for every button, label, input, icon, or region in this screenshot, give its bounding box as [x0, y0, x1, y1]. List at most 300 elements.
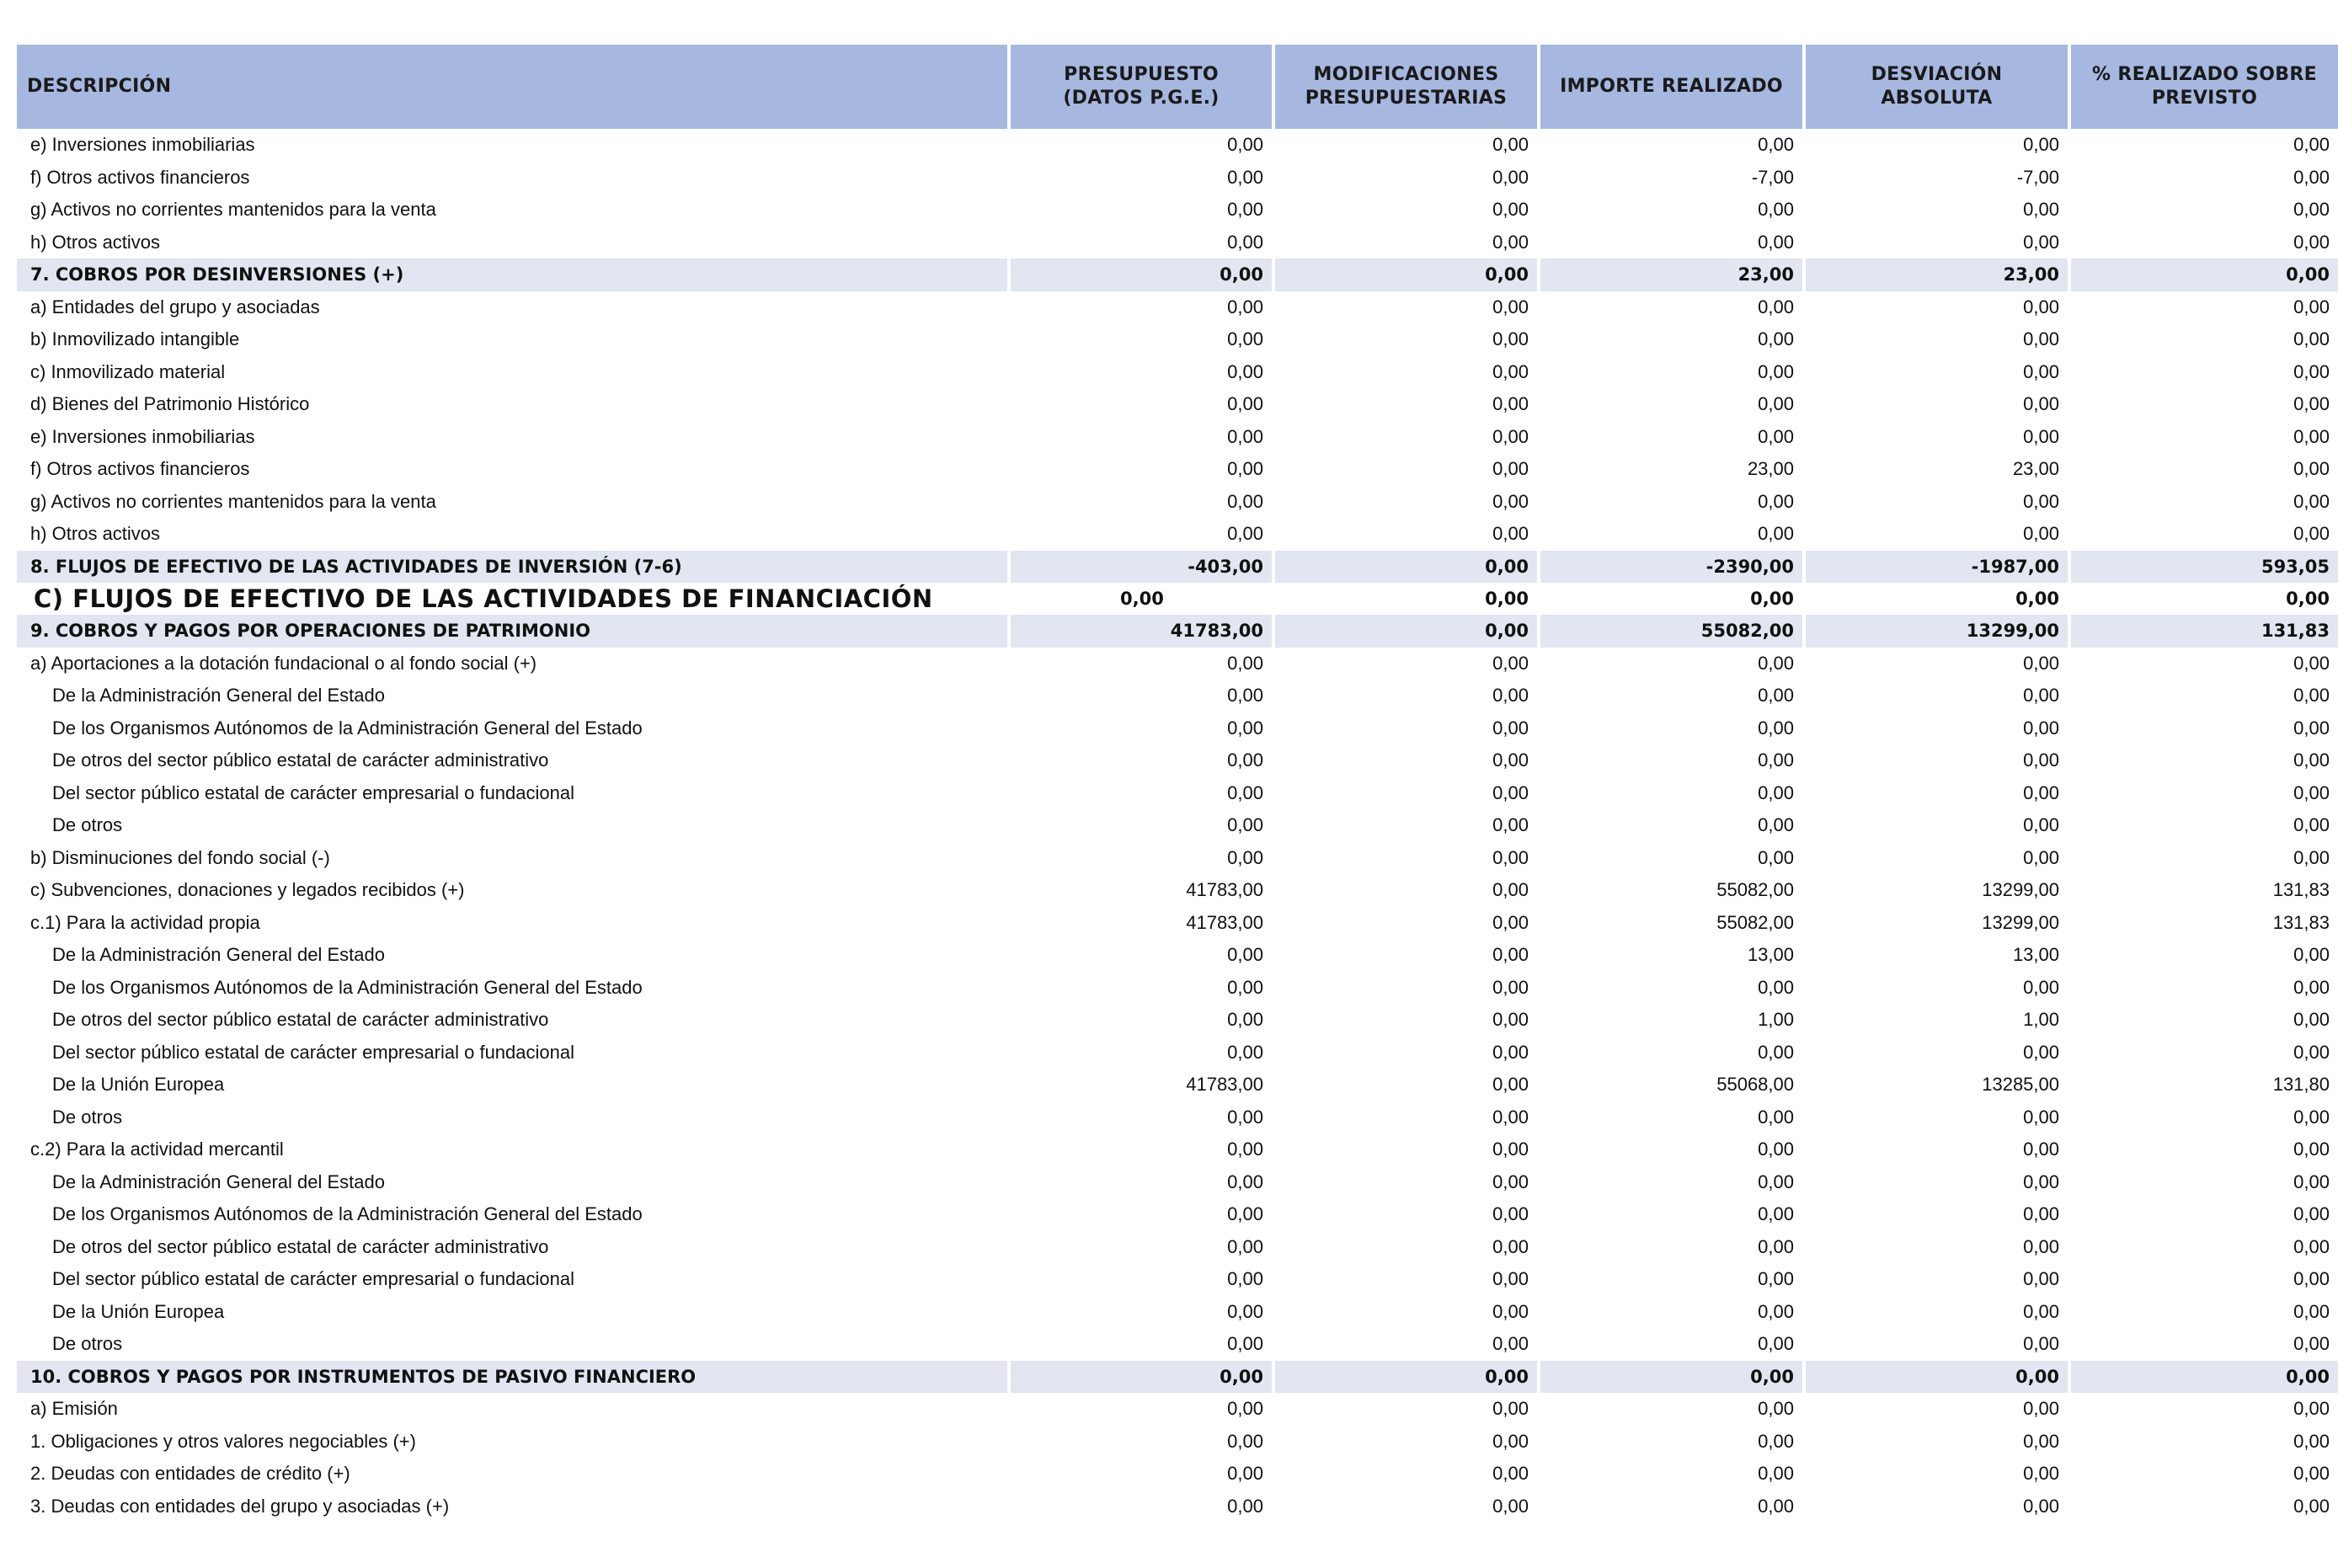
cell-importe-realizado: 0,00 — [1758, 1333, 1794, 1355]
cell-presupuesto: 41783,00 — [1011, 615, 1272, 648]
table-row — [17, 162, 2338, 195]
cell-desviacion-absoluta: 0,00 — [2023, 1463, 2059, 1485]
cell-importe-realizado: 0,00 — [1758, 717, 1794, 739]
cell-modificaciones: 0,00 — [1492, 1041, 1529, 1063]
cell-desviacion-absoluta: 0,00 — [2023, 1333, 2059, 1355]
cell-desviacion-absoluta: 23,00 — [1806, 259, 2068, 291]
cell-desviacion-absoluta: -7,00 — [2016, 166, 2059, 188]
cell-desviacion-absoluta: 0,00 — [2015, 589, 2059, 609]
row-description: a) Aportaciones a la dotación fundacional o al fondo social (+) — [30, 652, 537, 674]
cell-presupuesto: 0,00 — [1227, 1041, 1263, 1063]
cell-importe-realizado: -2390,00 — [1540, 551, 1802, 584]
cell-presupuesto: 0,00 — [1227, 1106, 1263, 1128]
row-description: De otros del sector público estatal de carácter administrativo — [52, 1009, 549, 1031]
cell-porcentaje-realizado: 0,00 — [2293, 652, 2330, 674]
row-description: c.1) Para la actividad propia — [30, 911, 260, 933]
cell-modificaciones: 0,00 — [1492, 1203, 1529, 1225]
table-row — [17, 1166, 2338, 1199]
cell-modificaciones: 0,00 — [1492, 296, 1529, 317]
cell-importe-realizado: 13,00 — [1747, 944, 1794, 966]
table-row — [17, 1491, 2338, 1523]
row-description: c.2) Para la actividad mercantil — [30, 1139, 284, 1160]
cell-presupuesto: 0,00 — [1227, 1139, 1263, 1160]
cell-porcentaje-realizado: 0,00 — [2293, 814, 2330, 836]
cell-desviacion-absoluta: 0,00 — [2023, 328, 2059, 350]
cell-modificaciones: 0,00 — [1485, 589, 1529, 609]
cell-importe-realizado: 0,00 — [1758, 199, 1794, 221]
cell-modificaciones: 0,00 — [1492, 134, 1529, 156]
cell-desviacion-absoluta: 0,00 — [2023, 231, 2059, 253]
cell-desviacion-absoluta: -1987,00 — [1806, 551, 2068, 584]
row-description: De los Organismos Autónomos de la Administración General del Estado — [52, 717, 643, 739]
cell-presupuesto: 0,00 — [1227, 1333, 1263, 1355]
cell-importe-realizado: 0,00 — [1750, 589, 1794, 609]
cell-importe-realizado: 0,00 — [1758, 1463, 1794, 1485]
cell-porcentaje-realizado: 0,00 — [2293, 166, 2330, 188]
cell-presupuesto: 0,00 — [1227, 717, 1263, 739]
cell-importe-realizado: 0,00 — [1540, 1361, 1802, 1394]
cell-desviacion-absoluta: 0,00 — [2023, 846, 2059, 868]
cell-desviacion-absoluta: 0,00 — [2023, 1041, 2059, 1063]
cell-presupuesto: 0,00 — [1227, 1268, 1263, 1290]
cell-importe-realizado: 0,00 — [1758, 1139, 1794, 1160]
row-description: 1. Obligaciones y otros valores negociables (+) — [30, 1430, 416, 1452]
cell-porcentaje-realizado: 0,00 — [2293, 781, 2330, 803]
cell-porcentaje-realizado: 0,00 — [2293, 1430, 2330, 1452]
row-description: 2. Deudas con entidades de crédito (+) — [30, 1463, 350, 1485]
table-row — [17, 518, 2338, 551]
cell-presupuesto: 0,00 — [1227, 944, 1263, 966]
cell-porcentaje-realizado: 0,00 — [2293, 231, 2330, 253]
header-modificaciones: MODIFICACIONES PRESUPUESTARIAS — [1275, 45, 1537, 129]
cell-porcentaje-realizado: 0,00 — [2293, 134, 2330, 156]
row-description: a) Emisión — [30, 1398, 118, 1420]
cell-desviacion-absoluta: 0,00 — [2023, 1398, 2059, 1420]
cell-desviacion-absoluta: 0,00 — [2023, 814, 2059, 836]
cell-desviacion-absoluta: 13299,00 — [1806, 615, 2068, 648]
table-row — [17, 939, 2338, 972]
cell-presupuesto: 0,00 — [1227, 166, 1263, 188]
row-description: Del sector público estatal de carácter empresarial o fundacional — [52, 1041, 574, 1063]
cell-importe-realizado: 55068,00 — [1716, 1074, 1794, 1096]
table-row — [17, 1037, 2338, 1069]
table-row — [17, 421, 2338, 454]
cell-desviacion-absoluta: 0,00 — [2023, 717, 2059, 739]
cell-presupuesto: 0,00 — [1227, 490, 1263, 512]
row-description: f) Otros activos financieros — [30, 458, 250, 480]
cell-desviacion-absoluta: 0,00 — [2023, 1139, 2059, 1160]
cell-modificaciones: 0,00 — [1492, 846, 1529, 868]
table-row — [17, 842, 2338, 875]
row-description: b) Disminuciones del fondo social (-) — [30, 846, 330, 868]
cell-modificaciones: 0,00 — [1492, 1268, 1529, 1290]
cell-porcentaje-realizado: 0,00 — [2293, 1235, 2330, 1257]
cell-modificaciones: 0,00 — [1492, 328, 1529, 350]
cell-desviacion-absoluta: 0,00 — [2023, 393, 2059, 415]
row-description: De la Unión Europea — [52, 1300, 225, 1322]
cell-porcentaje-realizado: 0,00 — [2293, 1203, 2330, 1225]
cell-modificaciones: 0,00 — [1492, 1139, 1529, 1160]
row-description: Del sector público estatal de carácter empresarial o fundacional — [52, 1268, 574, 1290]
cell-modificaciones: 0,00 — [1492, 425, 1529, 447]
row-description: De la Administración General del Estado — [52, 1171, 385, 1192]
table-row — [17, 291, 2338, 324]
cell-importe-realizado: 0,00 — [1758, 231, 1794, 253]
row-description: 8. FLUJOS DE EFECTIVO DE LAS ACTIVIDADES DE INVERSIÓN (7-6) — [17, 551, 1007, 584]
cell-desviacion-absoluta: 0,00 — [1806, 1361, 2068, 1394]
table-row — [17, 1426, 2338, 1459]
cell-porcentaje-realizado: 0,00 — [2293, 749, 2330, 771]
row-description: De otros del sector público estatal de carácter administrativo — [52, 1235, 549, 1257]
cell-presupuesto: 0,00 — [1227, 1300, 1263, 1322]
table-body — [17, 129, 2338, 1523]
table-row — [17, 972, 2338, 1005]
cell-modificaciones: 0,00 — [1492, 490, 1529, 512]
table-row — [17, 1296, 2338, 1329]
cell-importe-realizado: 0,00 — [1758, 523, 1794, 545]
cell-importe-realizado: 0,00 — [1758, 1203, 1794, 1225]
cell-importe-realizado: 0,00 — [1758, 685, 1794, 707]
cell-importe-realizado: 0,00 — [1758, 1398, 1794, 1420]
row-description: g) Activos no corrientes mantenidos para la venta — [30, 490, 436, 512]
cell-desviacion-absoluta: 13299,00 — [1982, 879, 2059, 901]
header-desviacion-absoluta: DESVIACIÓN ABSOLUTA — [1806, 45, 2068, 129]
cell-importe-realizado: 23,00 — [1540, 259, 1802, 291]
cell-desviacion-absoluta: 0,00 — [2023, 523, 2059, 545]
cell-desviacion-absoluta: 0,00 — [2023, 1430, 2059, 1452]
cell-presupuesto: 0,00 — [1011, 1361, 1272, 1394]
cell-importe-realizado: 0,00 — [1758, 652, 1794, 674]
cell-importe-realizado: 0,00 — [1758, 1235, 1794, 1257]
cell-importe-realizado: 55082,00 — [1716, 911, 1794, 933]
cell-porcentaje-realizado: 0,00 — [2293, 1171, 2330, 1192]
table-row — [17, 1069, 2338, 1101]
cell-presupuesto: 0,00 — [1011, 259, 1272, 291]
cell-presupuesto: 0,00 — [1227, 976, 1263, 998]
cell-modificaciones: 0,00 — [1492, 1430, 1529, 1452]
table-row — [17, 388, 2338, 421]
header-descripcion: DESCRIPCIÓN — [17, 45, 1007, 129]
row-description: e) Inversiones inmobiliarias — [30, 134, 255, 156]
cell-desviacion-absoluta: 1,00 — [2023, 1009, 2059, 1031]
cell-importe-realizado: 0,00 — [1758, 1106, 1794, 1128]
row-description: g) Activos no corrientes mantenidos para la venta — [30, 199, 436, 221]
cell-importe-realizado: 55082,00 — [1540, 615, 1802, 648]
cell-porcentaje-realizado: 0,00 — [2293, 1041, 2330, 1063]
cell-presupuesto: 0,00 — [1227, 393, 1263, 415]
cell-importe-realizado: 0,00 — [1758, 1495, 1794, 1517]
cell-porcentaje-realizado: 0,00 — [2293, 328, 2330, 350]
cell-porcentaje-realizado: 0,00 — [2293, 1463, 2330, 1485]
cell-porcentaje-realizado: 0,00 — [2293, 846, 2330, 868]
cell-presupuesto: 0,00 — [1227, 328, 1263, 350]
table-header — [17, 45, 2338, 129]
cell-modificaciones: 0,00 — [1492, 814, 1529, 836]
section-row — [17, 551, 2338, 584]
row-description: h) Otros activos — [30, 231, 161, 253]
cell-importe-realizado: 0,00 — [1758, 296, 1794, 317]
cell-porcentaje-realizado: 0,00 — [2293, 1009, 2330, 1031]
cell-porcentaje-realizado: 0,00 — [2293, 1139, 2330, 1160]
cell-importe-realizado: 0,00 — [1758, 814, 1794, 836]
cell-importe-realizado: 0,00 — [1758, 846, 1794, 868]
cell-presupuesto: 0,00 — [1227, 458, 1263, 480]
cell-presupuesto: 41783,00 — [1186, 879, 1263, 901]
cell-importe-realizado: 0,00 — [1758, 328, 1794, 350]
cell-presupuesto: 0,00 — [1227, 425, 1263, 447]
cell-presupuesto: 0,00 — [1227, 296, 1263, 317]
table-row — [17, 1101, 2338, 1134]
table-row — [17, 227, 2338, 259]
table-row — [17, 1263, 2338, 1296]
section-row — [17, 259, 2338, 291]
row-description: De la Administración General del Estado — [52, 685, 385, 707]
cell-porcentaje-realizado: 0,00 — [2293, 523, 2330, 545]
cell-modificaciones: 0,00 — [1492, 1235, 1529, 1257]
cell-porcentaje-realizado: 131,83 — [2272, 879, 2330, 901]
row-description: De otros del sector público estatal de carácter administrativo — [52, 749, 549, 771]
row-description: d) Bienes del Patrimonio Histórico — [30, 393, 310, 415]
cell-importe-realizado: 0,00 — [1758, 781, 1794, 803]
cell-importe-realizado: 1,00 — [1758, 1009, 1794, 1031]
table-row — [17, 323, 2338, 356]
header-presupuesto: PRESUPUESTO (DATOS P.G.E.) — [1011, 45, 1272, 129]
cell-presupuesto: 0,00 — [1227, 781, 1263, 803]
cell-presupuesto: 0,00 — [1227, 231, 1263, 253]
cell-modificaciones: 0,00 — [1275, 259, 1537, 291]
cell-desviacion-absoluta: 0,00 — [2023, 1203, 2059, 1225]
cell-porcentaje-realizado: 0,00 — [2293, 1106, 2330, 1128]
table-row — [17, 1458, 2338, 1491]
row-description: 7. COBROS POR DESINVERSIONES (+) — [17, 259, 1007, 291]
cell-desviacion-absoluta: 0,00 — [2023, 1106, 2059, 1128]
cell-presupuesto: 0,00 — [1227, 1235, 1263, 1257]
row-description: 3. Deudas con entidades del grupo y asociadas (+) — [30, 1495, 450, 1517]
cell-modificaciones: 0,00 — [1492, 1398, 1529, 1420]
cell-presupuesto: 0,00 — [1227, 1398, 1263, 1420]
cell-porcentaje-realizado: 0,00 — [2293, 199, 2330, 221]
cell-modificaciones: 0,00 — [1492, 1074, 1529, 1096]
cell-modificaciones: 0,00 — [1275, 551, 1537, 584]
cell-presupuesto: 0,00 — [1227, 1430, 1263, 1452]
table-row — [17, 356, 2338, 389]
cell-presupuesto: 0,00 — [1227, 749, 1263, 771]
cell-porcentaje-realizado: 0,00 — [2293, 1398, 2330, 1420]
cell-porcentaje-realizado: 0,00 — [2293, 1333, 2330, 1355]
cell-porcentaje-realizado: 0,00 — [2293, 360, 2330, 382]
cell-modificaciones: 0,00 — [1492, 231, 1529, 253]
cell-modificaciones: 0,00 — [1492, 717, 1529, 739]
cell-desviacion-absoluta: 0,00 — [2023, 1300, 2059, 1322]
cash-flow-table-container — [17, 45, 2338, 1523]
cell-modificaciones: 0,00 — [1492, 1009, 1529, 1031]
cell-porcentaje-realizado: 0,00 — [2293, 685, 2330, 707]
chapter-heading-row — [17, 583, 2338, 615]
cell-porcentaje-realizado: 0,00 — [2293, 717, 2330, 739]
cell-desviacion-absoluta: 0,00 — [2023, 425, 2059, 447]
cell-modificaciones: 0,00 — [1492, 879, 1529, 901]
cell-presupuesto: 0,00 — [1227, 360, 1263, 382]
cell-modificaciones: 0,00 — [1492, 976, 1529, 998]
cell-porcentaje-realizado: 0,00 — [2293, 944, 2330, 966]
cell-desviacion-absoluta: 0,00 — [2023, 781, 2059, 803]
cell-importe-realizado: 55082,00 — [1716, 879, 1794, 901]
table-row — [17, 1328, 2338, 1361]
table-row — [17, 744, 2338, 777]
cell-presupuesto: 0,00 — [1227, 523, 1263, 545]
cell-modificaciones: 0,00 — [1492, 749, 1529, 771]
cell-desviacion-absoluta: 0,00 — [2023, 976, 2059, 998]
cell-modificaciones: 0,00 — [1492, 458, 1529, 480]
table-row — [17, 809, 2338, 842]
cell-modificaciones: 0,00 — [1492, 944, 1529, 966]
cell-importe-realizado: -7,00 — [1751, 166, 1794, 188]
row-description: De los Organismos Autónomos de la Administración General del Estado — [52, 1203, 643, 1225]
table-row — [17, 777, 2338, 810]
cell-desviacion-absoluta: 0,00 — [2023, 1268, 2059, 1290]
cell-modificaciones: 0,00 — [1492, 1106, 1529, 1128]
section-row — [17, 615, 2338, 648]
table-row — [17, 680, 2338, 712]
cell-modificaciones: 0,00 — [1492, 1171, 1529, 1192]
cell-porcentaje-realizado: 0,00 — [2293, 425, 2330, 447]
cell-modificaciones: 0,00 — [1492, 781, 1529, 803]
row-description: c) Inmovilizado material — [30, 360, 226, 382]
table-row — [17, 712, 2338, 745]
cell-desviacion-absoluta: 0,00 — [2023, 134, 2059, 156]
cell-importe-realizado: 0,00 — [1758, 749, 1794, 771]
cell-porcentaje-realizado: 131,83 — [2071, 615, 2338, 648]
cell-presupuesto: 41783,00 — [1186, 911, 1263, 933]
cell-presupuesto: 41783,00 — [1186, 1074, 1263, 1096]
cell-porcentaje-realizado: 0,00 — [2293, 458, 2330, 480]
cell-desviacion-absoluta: 13285,00 — [1982, 1074, 2059, 1096]
row-description: De otros — [52, 814, 123, 836]
cell-porcentaje-realizado: 0,00 — [2293, 393, 2330, 415]
cell-modificaciones: 0,00 — [1492, 166, 1529, 188]
cell-porcentaje-realizado: 0,00 — [2293, 296, 2330, 317]
cell-modificaciones: 0,00 — [1492, 1463, 1529, 1485]
cell-importe-realizado: 0,00 — [1758, 134, 1794, 156]
table-row — [17, 1004, 2338, 1037]
table-row — [17, 453, 2338, 486]
cell-desviacion-absoluta: 0,00 — [2023, 749, 2059, 771]
cell-modificaciones: 0,00 — [1492, 911, 1529, 933]
cell-porcentaje-realizado: 0,00 — [2286, 589, 2330, 609]
row-description: De los Organismos Autónomos de la Administración General del Estado — [52, 976, 643, 998]
header-importe-realizado: IMPORTE REALIZADO — [1540, 45, 1802, 129]
cell-presupuesto: 0,00 — [1227, 1203, 1263, 1225]
table-row — [17, 194, 2338, 227]
cell-desviacion-absoluta: 0,00 — [2023, 652, 2059, 674]
table-row — [17, 1133, 2338, 1166]
cell-modificaciones: 0,00 — [1275, 1361, 1537, 1394]
row-description: c) Subvenciones, donaciones y legados recibidos (+) — [30, 879, 465, 901]
row-description: b) Inmovilizado intangible — [30, 328, 240, 350]
cell-desviacion-absoluta: 23,00 — [2012, 458, 2059, 480]
cash-flow-table — [13, 45, 2338, 1523]
cell-porcentaje-realizado: 0,00 — [2071, 259, 2338, 291]
row-description: De otros — [52, 1106, 123, 1128]
cell-porcentaje-realizado: 593,05 — [2071, 551, 2338, 584]
cell-modificaciones: 0,00 — [1275, 615, 1537, 648]
row-description: Del sector público estatal de carácter empresarial o fundacional — [52, 781, 574, 803]
cell-modificaciones: 0,00 — [1492, 360, 1529, 382]
cell-presupuesto: 0,00 — [1227, 1009, 1263, 1031]
row-description: f) Otros activos financieros — [30, 166, 250, 188]
cell-porcentaje-realizado: 131,83 — [2272, 911, 2330, 933]
cell-desviacion-absoluta: 0,00 — [2023, 1495, 2059, 1517]
cell-modificaciones: 0,00 — [1492, 1333, 1529, 1355]
cell-porcentaje-realizado: 0,00 — [2293, 976, 2330, 998]
cell-desviacion-absoluta: 13299,00 — [1982, 911, 2059, 933]
row-description: De la Unión Europea — [52, 1074, 225, 1096]
cell-importe-realizado: 0,00 — [1758, 1300, 1794, 1322]
header-porcentaje-realizado: % REALIZADO SOBRE PREVISTO — [2071, 45, 2338, 129]
cell-desviacion-absoluta: 0,00 — [2023, 685, 2059, 707]
table-row — [17, 1198, 2338, 1231]
cell-importe-realizado: 0,00 — [1758, 1041, 1794, 1063]
cell-presupuesto: 0,00 — [1227, 846, 1263, 868]
cell-importe-realizado: 0,00 — [1758, 360, 1794, 382]
table-row — [17, 648, 2338, 680]
cell-modificaciones: 0,00 — [1492, 652, 1529, 674]
cell-desviacion-absoluta: 0,00 — [2023, 1171, 2059, 1192]
table-row — [17, 874, 2338, 907]
cell-porcentaje-realizado: 0,00 — [2293, 1495, 2330, 1517]
cell-presupuesto: 0,00 — [1227, 685, 1263, 707]
cell-presupuesto: 0,00 — [1227, 814, 1263, 836]
table-row — [17, 1393, 2338, 1426]
cell-presupuesto: -403,00 — [1011, 551, 1272, 584]
table-row — [17, 1231, 2338, 1264]
row-description: De otros — [52, 1333, 123, 1355]
cell-modificaciones: 0,00 — [1492, 199, 1529, 221]
cell-presupuesto: 0,00 — [1227, 1463, 1263, 1485]
cell-modificaciones: 0,00 — [1492, 1495, 1529, 1517]
cell-importe-realizado: 0,00 — [1758, 1268, 1794, 1290]
cell-presupuesto: 0,00 — [1227, 134, 1263, 156]
row-description: De la Administración General del Estado — [52, 944, 385, 966]
cell-desviacion-absoluta: 0,00 — [2023, 296, 2059, 317]
cell-importe-realizado: 0,00 — [1758, 1171, 1794, 1192]
cell-modificaciones: 0,00 — [1492, 523, 1529, 545]
row-description: 9. COBROS Y PAGOS POR OPERACIONES DE PATRIMONIO — [17, 615, 1007, 648]
row-description: 10. COBROS Y PAGOS POR INSTRUMENTOS DE PASIVO FINANCIERO — [17, 1361, 1007, 1394]
cell-desviacion-absoluta: 0,00 — [2023, 490, 2059, 512]
cell-modificaciones: 0,00 — [1492, 685, 1529, 707]
cell-importe-realizado: 23,00 — [1747, 458, 1794, 480]
cell-modificaciones: 0,00 — [1492, 1300, 1529, 1322]
row-description: e) Inversiones inmobiliarias — [30, 425, 255, 447]
cell-desviacion-absoluta: 0,00 — [2023, 360, 2059, 382]
cell-porcentaje-realizado: 0,00 — [2293, 1300, 2330, 1322]
cell-desviacion-absoluta: 13,00 — [2012, 944, 2059, 966]
row-description: a) Entidades del grupo y asociadas — [30, 296, 320, 317]
table-row — [17, 907, 2338, 940]
cell-importe-realizado: 0,00 — [1758, 976, 1794, 998]
cell-porcentaje-realizado: 0,00 — [2293, 490, 2330, 512]
cell-desviacion-absoluta: 0,00 — [2023, 1235, 2059, 1257]
cell-importe-realizado: 0,00 — [1758, 425, 1794, 447]
cell-importe-realizado: 0,00 — [1758, 490, 1794, 512]
cell-importe-realizado: 0,00 — [1758, 1430, 1794, 1452]
cell-presupuesto: 0,00 — [1120, 589, 1164, 609]
cell-presupuesto: 0,00 — [1227, 1495, 1263, 1517]
table-row — [17, 129, 2338, 162]
cell-presupuesto: 0,00 — [1227, 199, 1263, 221]
cell-porcentaje-realizado: 0,00 — [2293, 1268, 2330, 1290]
